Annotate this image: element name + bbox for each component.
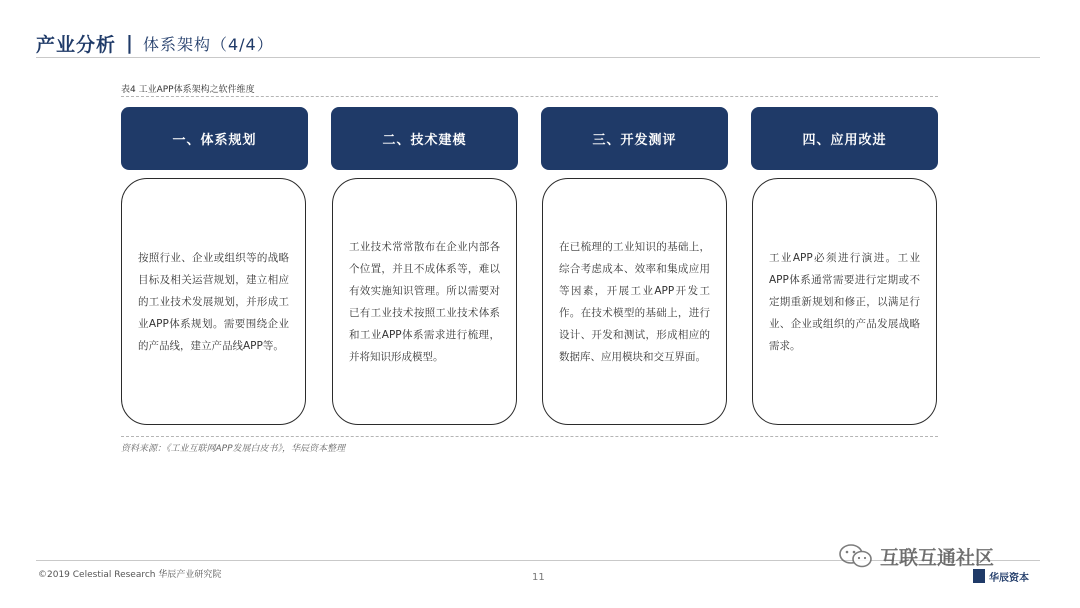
header-divider xyxy=(36,57,1040,58)
watermark-text: 互联互通社区 xyxy=(880,546,995,569)
page-title: 产业分析 xyxy=(36,33,117,56)
page-subtitle: 体系架构（4/4） xyxy=(142,34,274,54)
column-body-planning xyxy=(121,178,306,425)
column-body-text: 工业APP必须进行演进。工业APP体系通常需要进行定期或不定期重新规划和修正，以满足行业、企业或组织的产品发展战略需求。 xyxy=(769,251,920,352)
table-caption: 表4 工业APP体系架构之软件维度 xyxy=(121,85,255,95)
wechat-icon xyxy=(838,543,874,569)
watermark xyxy=(838,540,994,572)
logo-mark-icon xyxy=(973,569,985,583)
table-top-divider xyxy=(121,96,938,97)
copyright-text: ©2019 Celestial Research 华辰产业研究院 xyxy=(38,570,222,580)
page-number: 11 xyxy=(532,572,545,583)
column-heading-improvement: 四、应用改进 xyxy=(751,107,938,170)
column-body-text: 按照行业、企业或组织等的战略目标及相关运营规划，建立相应的工业技术发展规划，并形成工业APP体系规划。需要围绕企业的产品线，建立产品线APP等。 xyxy=(138,251,289,352)
table-bottom-divider xyxy=(121,436,938,437)
source-note: 资料来源：《工业互联网APP发展白皮书》，华辰资本整理 xyxy=(121,444,346,454)
column-body-improvement xyxy=(752,178,937,425)
column-heading-modeling: 二、技术建模 xyxy=(331,107,518,170)
column-body-modeling xyxy=(332,178,517,425)
column-heading-planning: 一、体系规划 xyxy=(121,107,308,170)
column-body-development xyxy=(542,178,727,425)
logo-text: 华辰资本 xyxy=(989,572,1029,584)
title-separator: | xyxy=(126,32,133,54)
column-body-text: 工业技术常常散布在企业内部各个位置，并且不成体系等，难以有效实施知识管理。所以需要对已有工业技术按照工业技术体系和工业APP体系需求进行梳理，并将知识形成模型。 xyxy=(349,240,500,363)
page-header xyxy=(36,28,274,58)
column-body-text: 在已梳理的工业知识的基础上，综合考虑成本、效率和集成应用等因素，开展工业APP开发工作。在技术模型的基础上，进行设计、开发和测试，形成相应的数据库、应用模块和交互界面。 xyxy=(559,240,710,363)
column-heading-development: 三、开发测评 xyxy=(541,107,728,170)
brand-logo xyxy=(973,567,1029,585)
